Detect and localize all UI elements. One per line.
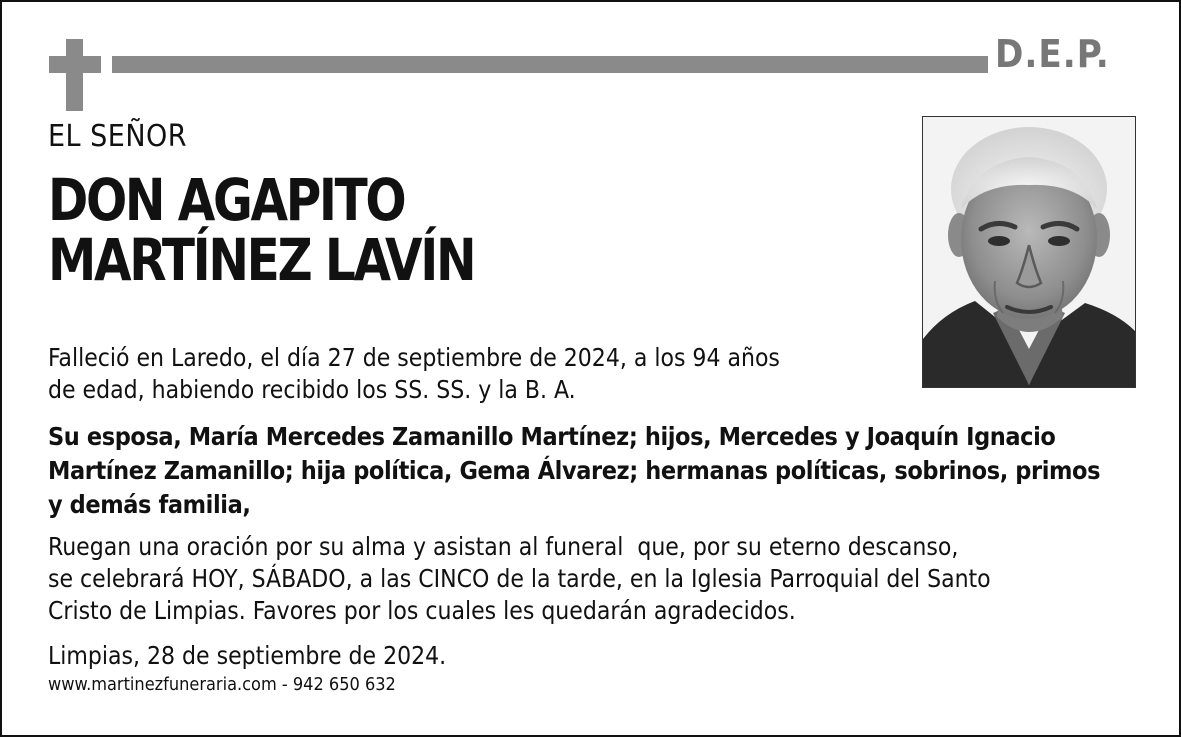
death-notice-line-2: de edad, habiendo recibido los SS. SS. y la B. A. xyxy=(48,375,576,404)
funeral-home-contact: www.martinezfuneraria.com - 942 650 632 xyxy=(48,674,396,695)
family-line-1: Su esposa, María Mercedes Zamanillo Martínez; hijos, Mercedes y Joaquín Ignacio xyxy=(48,422,1056,451)
death-notice-line-1: Falleció en Laredo, el día 27 de septiembre de 2024, a los 94 años xyxy=(48,343,780,372)
honorific-title: EL SEÑOR xyxy=(48,119,188,154)
prayer-line-1: Ruegan una oración por su alma y asistan al funeral que, por su eterno descanso, xyxy=(48,532,959,561)
portrait-photo-icon xyxy=(923,117,1135,387)
dep-label: D.E.P. xyxy=(995,32,1110,76)
deceased-name-line-1: DON AGAPITO xyxy=(48,166,405,234)
family-line-3: y demás familia, xyxy=(48,490,251,519)
family-line-2: Martínez Zamanillo; hija política, Gema Álvarez; hermanas políticas, sobrinos, primos xyxy=(48,456,1101,485)
deceased-portrait-photo xyxy=(922,116,1136,388)
funeral-announcement xyxy=(48,531,1098,627)
prayer-line-2: se celebrará HOY, SÁBADO, a las CINCO de la tarde, en la Iglesia Parroquial del Santo xyxy=(48,564,991,593)
death-notice xyxy=(48,342,868,406)
deceased-name xyxy=(48,166,475,294)
family-mourners xyxy=(48,420,1148,522)
deceased-name-line-2: MARTÍNEZ LAVÍN xyxy=(48,226,475,294)
place-and-date: Limpias, 28 de septiembre de 2024. xyxy=(48,641,447,670)
cross-icon xyxy=(49,39,101,111)
prayer-line-3: Cristo de Limpias. Favores por los cuales les quedarán agradecidos. xyxy=(48,596,796,625)
header-rule xyxy=(112,56,988,73)
